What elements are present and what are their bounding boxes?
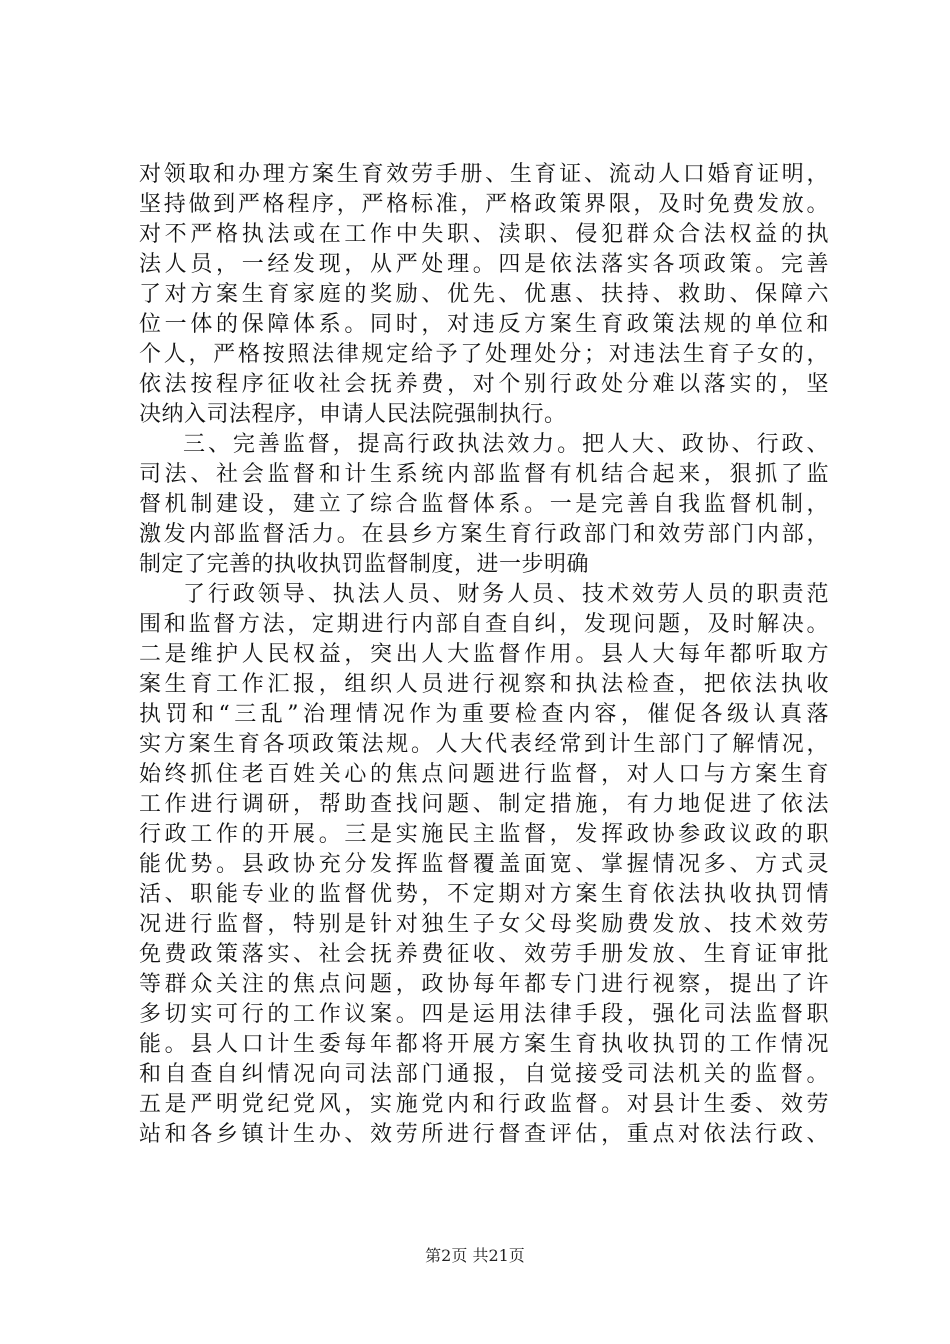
text-line: 位一体的保障体系。同时，对违反方案生育政策法规的单位和 [139, 312, 829, 337]
page-number-footer: 第2页 共21页 [425, 1246, 525, 1265]
text-line: 况进行监督，特别是针对独生子女父母奖励费发放、技术效劳 [139, 912, 829, 937]
text-line: 了对方案生育家庭的奖励、优先、优惠、扶持、救助、保障六 [139, 282, 829, 307]
text-line: 激发内部监督活力。在县乡方案生育行政部门和效劳部门内部， [139, 522, 829, 547]
text-line: 对不严格执法或在工作中失职、渎职、侵犯群众合法权益的执 [139, 222, 829, 247]
text-line: 和自查自纠情况向司法部门通报，自觉接受司法机关的监督。 [139, 1062, 829, 1087]
text-line: 等群众关注的焦点问题，政协每年都专门进行视察，提出了许 [139, 972, 829, 997]
text-line: 五是严明党纪党风，实施党内和行政监督。对县计生委、效劳 [139, 1092, 829, 1117]
text-line: 能优势。县政协充分发挥监督覆盖面宽、掌握情况多、方式灵 [139, 852, 829, 877]
text-line: 制定了完善的执收执罚监督制度，进一步明确 [139, 552, 590, 577]
text-line: 多切实可行的工作议案。四是运用法律手段，强化司法监督职 [139, 1002, 829, 1027]
text-line: 工作进行调研，帮助查找问题、制定措施，有力地促进了依法 [139, 792, 829, 817]
text-line: 督机制建设，建立了综合监督体系。一是完善自我监督机制， [139, 492, 829, 517]
text-line: 实方案生育各项政策法规。人大代表经常到计生部门了解情况， [139, 732, 829, 757]
text-line: 站和各乡镇计生办、效劳所进行督查评估，重点对依法行政、 [139, 1122, 829, 1147]
text-line: 依法按程序征收社会抚养费，对个别行政处分难以落实的，坚 [139, 372, 829, 397]
text-line: 案生育工作汇报，组织人员进行视察和执法检查，把依法执收 [139, 672, 829, 697]
text-line: 执罚和“三乱”治理情况作为重要检查内容，催促各级认真落 [139, 702, 829, 727]
text-line: 对领取和办理方案生育效劳手册、生育证、流动人口婚育证明， [139, 162, 829, 187]
text-line: 行政工作的开展。三是实施民主监督，发挥政协参政议政的职 [139, 822, 829, 847]
body-text [139, 160, 829, 1150]
text-line: 活、职能专业的监督优势，不定期对方案生育依法执收执罚情 [139, 882, 829, 907]
text-line: 始终抓住老百姓关心的焦点问题进行监督，对人口与方案生育 [139, 762, 829, 787]
paragraph-start-line: 三、完善监督，提高行政执法效力。把人大、政协、行政、 [183, 432, 829, 457]
text-line: 司法、社会监督和计生系统内部监督有机结合起来，狠抓了监 [139, 462, 829, 487]
text-line: 决纳入司法程序，申请人民法院强制执行。 [139, 402, 567, 427]
text-line: 免费政策落实、社会抚养费征收、效劳手册发放、生育证审批 [139, 942, 829, 967]
text-line: 能。县人口计生委每年都将开展方案生育执收执罚的工作情况 [139, 1032, 829, 1057]
text-line: 个人，严格按照法律规定给予了处理处分；对违法生育子女的， [139, 342, 829, 367]
text-line: 坚持做到严格程序，严格标准，严格政策界限，及时免费发放。 [139, 192, 829, 217]
text-line: 二是维护人民权益，突出人大监督作用。县人大每年都听取方 [139, 642, 829, 667]
paragraph-start-line: 了行政领导、执法人员、财务人员、技术效劳人员的职责范 [183, 582, 829, 607]
text-line: 法人员，一经发现，从严处理。四是依法落实各项政策。完善 [139, 252, 829, 277]
text-line: 围和监督方法，定期进行内部自查自纠，发现问题，及时解决。 [139, 612, 829, 637]
